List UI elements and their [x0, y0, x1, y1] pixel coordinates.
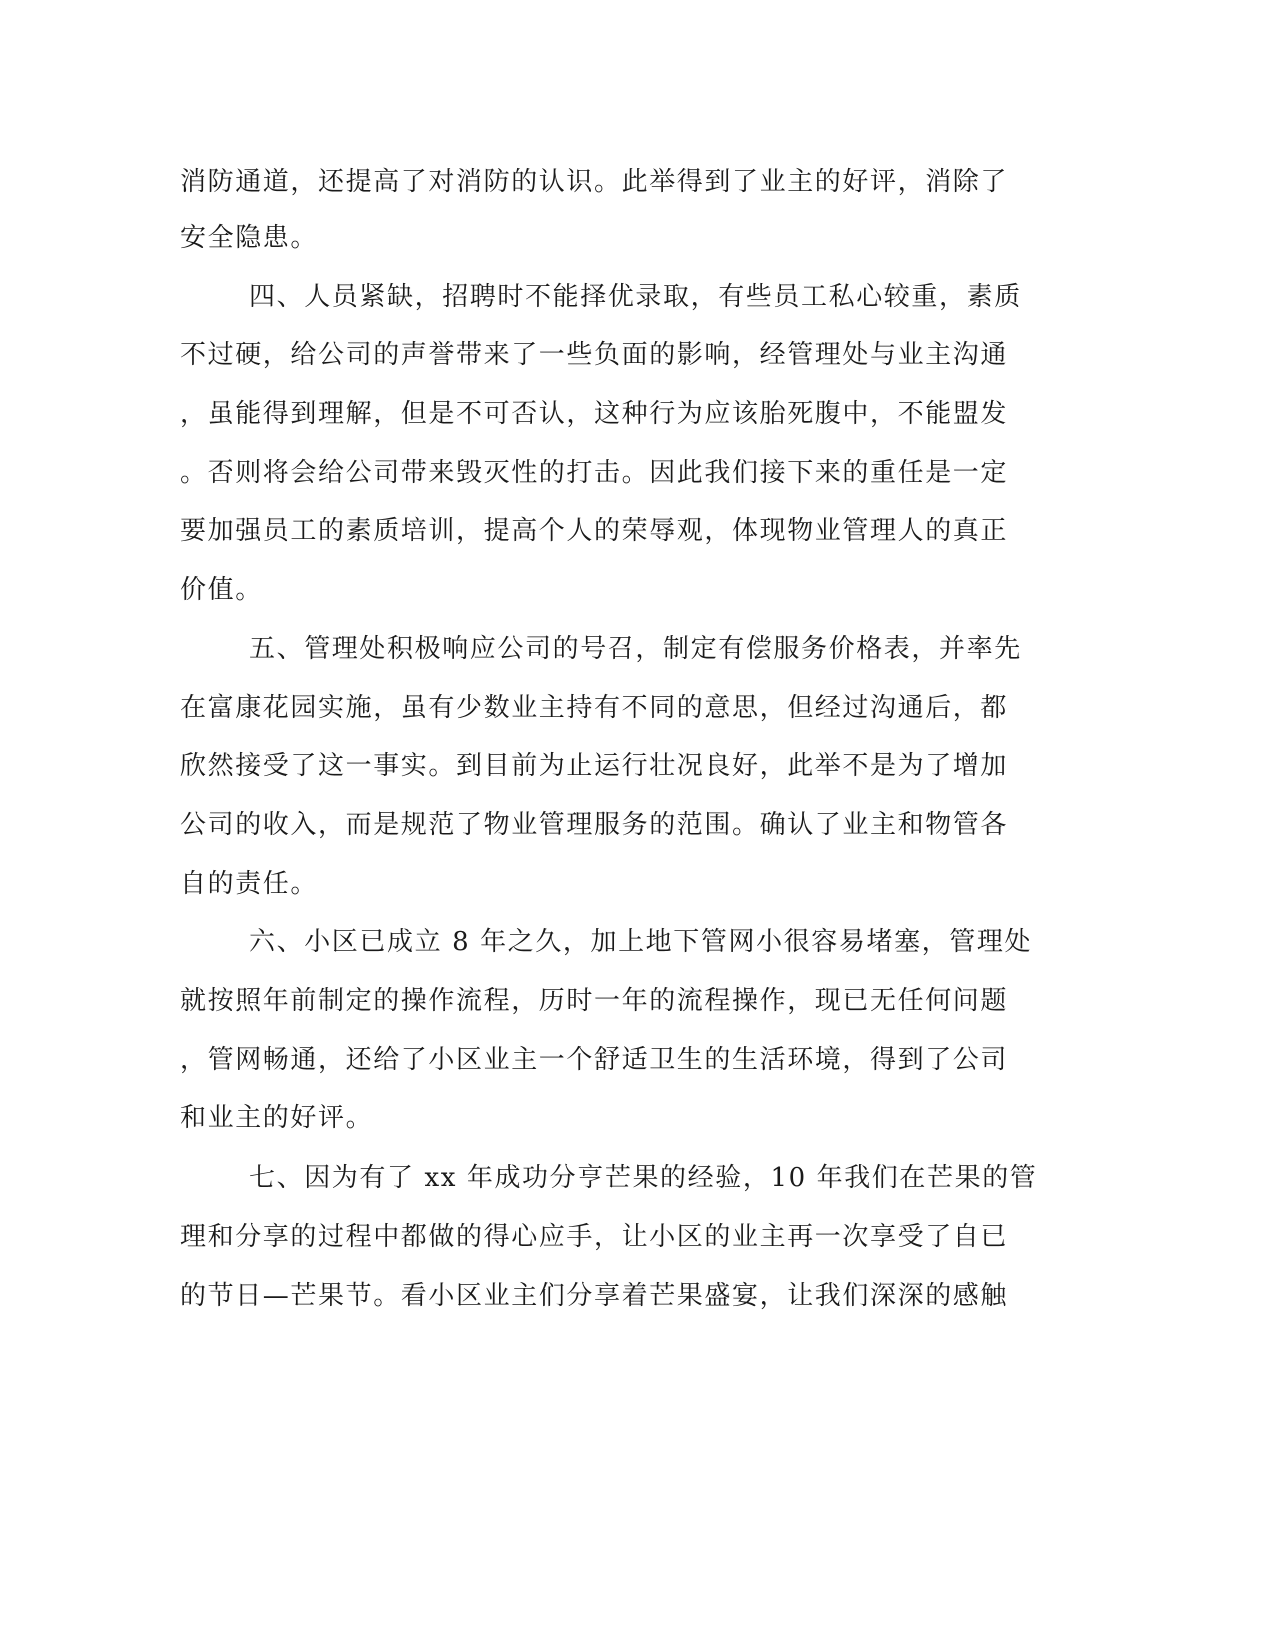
text-line: 自的责任。 — [180, 869, 319, 899]
text-line: 消防通道，还提高了对消防的认识。此举得到了业主的好评，消除了 — [180, 167, 1009, 197]
text-line: 安全隐患。 — [180, 223, 319, 253]
text-line: 要加强员工的素质培训，提高个人的荣辱观，体现物业管理人的真正 — [180, 516, 1009, 546]
text-line: 的节日—芒果节。看小区业主们分享着芒果盛宴，让我们深深的感触 — [180, 1281, 1009, 1311]
text-line: 不过硬，给公司的声誉带来了一些负面的影响，经管理处与业主沟通 — [180, 340, 1009, 370]
text-line: 。否则将会给公司带来毁灭性的打击。因此我们接下来的重任是一定 — [180, 458, 1009, 488]
text-line: 欣然接受了这一事实。到目前为止运行壮况良好，此举不是为了增加 — [180, 751, 1009, 781]
text-line: 就按照年前制定的操作流程，历时一年的流程操作，现已无任何问题 — [180, 986, 1009, 1016]
text-line: 和业主的好评。 — [180, 1103, 374, 1133]
text-line: ，虽能得到理解，但是不可否认，这种行为应该胎死腹中，不能盟发 — [180, 399, 1009, 429]
paragraph-start-line: 五、管理处积极响应公司的号召，制定有偿服务价格表，并率先 — [249, 634, 1022, 664]
text-line: 在富康花园实施，虽有少数业主持有不同的意思，但经过沟通后，都 — [180, 693, 1009, 723]
paragraph-start-line: 四、人员紧缺，招聘时不能择优录取，有些员工私心较重，素质 — [249, 282, 1022, 312]
paragraph-start-line: 六、小区已成立 8 年之久，加上地下管网小很容易堵塞，管理处 — [249, 927, 1033, 957]
text-line: 公司的收入，而是规范了物业管理服务的范围。确认了业主和物管各 — [180, 810, 1009, 840]
text-line: ，管网畅通，还给了小区业主一个舒适卫生的生活环境，得到了公司 — [180, 1045, 1009, 1075]
text-line: 价值。 — [180, 575, 263, 605]
paragraph-start-line: 七、因为有了 xx 年成功分亨芒果的经验，10 年我们在芒果的管 — [249, 1163, 1038, 1193]
text-line: 理和分享的过程中都做的得心应手，让小区的业主再一次享受了自已 — [180, 1222, 1009, 1252]
